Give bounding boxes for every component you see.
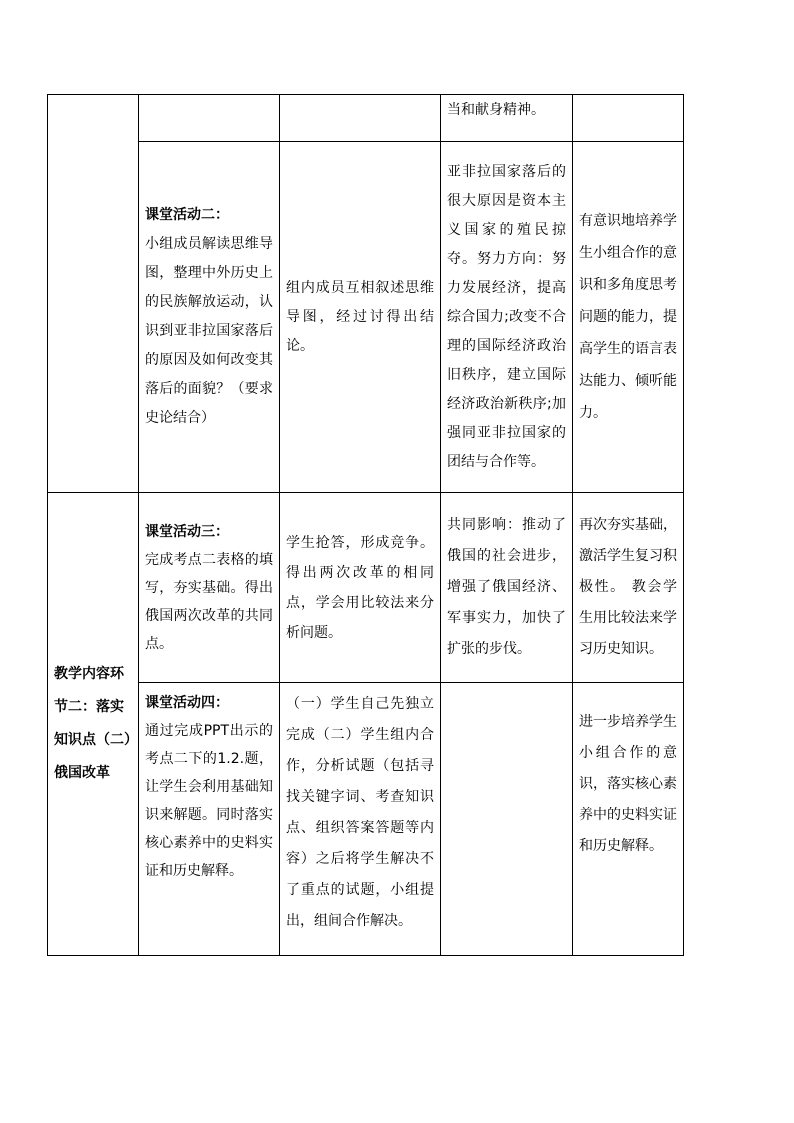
table-row (48, 493, 684, 683)
intent-cell: 再次夯实基础，激活学生复习积极性。 教会学生用比较法来学习历史知识。 (573, 493, 684, 683)
student-activity-cell: 学生抢答，形成竞争。得出两次改革的相同点，学会用比较法来分析问题。 (280, 493, 441, 683)
table-row (48, 683, 684, 956)
student-activity-cell (280, 95, 441, 142)
intent-cell (573, 95, 684, 142)
activity-cell (139, 493, 280, 683)
table-row (48, 142, 684, 493)
activity-text: 完成考点二表格的填写，夯实基础。得出俄国两次改革的共同点。 (145, 551, 273, 652)
content-cell: 共同影响：推动了俄国的社会进步，增强了俄国经济、军事实力，加快了扩张的步伐。 (441, 493, 573, 683)
intent-cell: 进一步培养学生小组合作的意识，落实核心素养中的史料实证和历史解释。 (573, 683, 684, 956)
activity-cell (139, 95, 280, 142)
activity-text: 小组成员解读思维导图，整理中外历史上的民族解放运动，认识到亚非拉国家落后的原因及如何改变其落后的面貌？（要求史论结合） (145, 236, 273, 426)
section-cell: 教学内容环节二：落实知识点（二）俄国改革 (48, 493, 139, 956)
content-cell: 当和献身精神。 (441, 95, 573, 142)
activity-heading: 课堂活动二： (145, 207, 229, 223)
lesson-plan-table (47, 94, 684, 956)
table-row (48, 95, 684, 142)
activity-cell (139, 142, 280, 493)
student-activity-cell: 组内成员互相叙述思维导图，经过讨得出结论。 (280, 142, 441, 493)
content-cell (441, 683, 573, 956)
activity-cell (139, 683, 280, 956)
intent-cell: 有意识地培养学生小组合作的意识和多角度思考问题的能力，提高学生的语言表达能力、倾听能力。 (573, 142, 684, 493)
activity-text: 通过完成PPT出示的考点二下的1.2.题，让学生会利用基础知识来解题。同时落实核心素养中的史料实证和历史解释。 (145, 723, 273, 879)
activity-heading: 课堂活动四： (145, 695, 229, 711)
student-activity-cell: （一）学生自己先独立完成（二）学生组内合作，分析试题（包括寻找关键字词、考查知识点、组织答案答题等内容）之后将学生解决不了重点的试题，小组提出，组间合作解决。 (280, 683, 441, 956)
content-cell: 亚非拉国家落后的很大原因是资本主义国家的殖民掠夺。努力方向：努力发展经济，提高综合国力;改变不合理的国际经济政治旧秩序，建立国际经济政治新秩序;加强同亚非拉国家的团结与合作等。 (441, 142, 573, 493)
section-cell-previous (48, 95, 139, 493)
activity-heading: 课堂活动三： (145, 523, 229, 540)
